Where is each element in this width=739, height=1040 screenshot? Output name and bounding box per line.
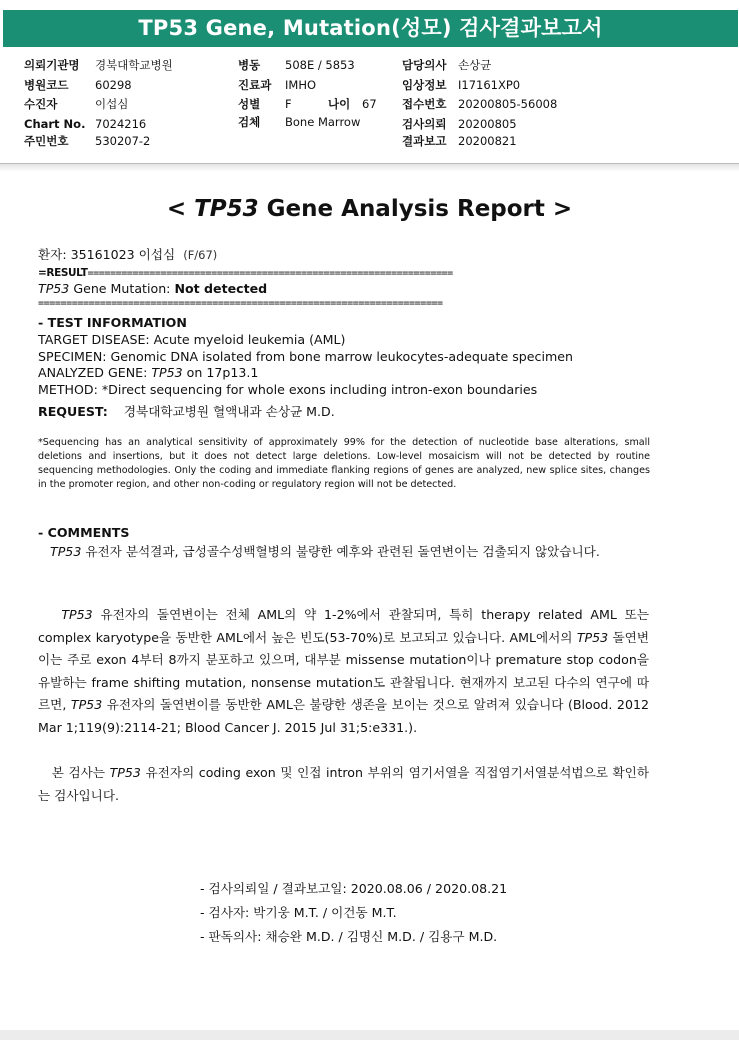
sex-value: F [285,97,292,111]
specimen-label: 검체 [238,115,261,129]
request-date-value: 20200805 [458,117,517,131]
comment-paragraph-1: TP53 유전자 분석결과, 급성골수성백혈병의 불량한 예후와 관련된 돌연변이는 검출되지 않았습니다. [50,544,600,559]
clinical-info-label: 임상정보 [402,78,447,92]
receipt-no-value: 20200805-56008 [458,97,558,111]
request-date-label: 검사의뢰 [402,117,447,131]
analyzed-gene: ANALYZED GENE: TP53 on 17p13.1 [38,365,259,380]
physician-label: 담당의사 [402,58,447,72]
patient-info-block [0,56,739,156]
full-rule: ======================================================================== [38,298,443,309]
specimen-value: Bone Marrow [285,115,361,129]
sex-label: 성별 [238,97,261,111]
readers-line: - 판독의사: 채승완 M.D. / 김명신 M.D. / 김용구 M.D. [200,929,498,944]
report-title-banner: TP53 Gene, Mutation(성모) 검사결과보고서 [3,10,738,47]
test-info-heading: - TEST INFORMATION [38,315,187,330]
target-disease: TARGET DISEASE: Acute myeloid leukemia (AML) [38,332,346,347]
chart-no-label: Chart No. [24,117,86,131]
department-label: 진료과 [238,78,272,92]
analysis-report-title: < TP53 Gene Analysis Report > [166,196,573,222]
comment-paragraph-3: 본 검사는 TP53 유전자의 coding exon 및 인접 intron 부위의 염기서열을 직접염기서열분석법으로 확인하는 검사입니다. [38,765,649,803]
age-value: 67 [362,97,377,111]
age-label: 나이 [328,97,351,111]
clinical-info-value: I17161XP0 [458,78,521,92]
method-line: METHOD: *Direct sequencing for whole exons including intron-exon boundaries [38,382,538,397]
hospital-code-value: 60298 [95,78,132,92]
patient-name-label: 수진자 [24,97,58,111]
department-value: IMHO [285,78,317,92]
physician-value: 손상균 [458,58,492,72]
report-date-label: 결과보고 [402,134,447,148]
hospital-code-label: 병원코드 [24,78,69,92]
comments-heading: - COMMENTS [38,525,130,540]
patient-line: 환자: 35161023 이섭심 (F/67) [38,247,218,262]
report-date-value: 20200821 [458,134,517,148]
request-line: REQUEST: 경북대학교병원 혈액내과 손상균 M.D. [38,404,335,419]
receipt-no-label: 접수번호 [402,97,447,111]
comment-paragraph-2: TP53 유전자의 돌연변이는 전체 AML의 약 1-2%에서 관찰되며, 특히 therapy related AML 또는 complex karyotype을 동반한 AML에서 높은 빈도(53-70%)로 보고되고 있습니다. AML에서의 TP53 돌연변이는 주로 exon 4부터 8까지 분포하고 있으며, 대부분 missense mutation이나 premature stop codon을 유발하는 frame shifting mutation, nonsense mutation도 관찰됩니다. 현재까지 보고된 다수의 연구에 따르면, TP53 유전자의 돌연변이를 동반한 AML은 불량한 생존을 보이는 것으로 알려져 있습니다 (Blood. 2012 Mar 1;119(9):2114-21; Blood Cancer J. 2015 Jul 31;5:e331.). [38,607,649,735]
mutation-result: TP53 Gene Mutation: Not detected [38,281,268,296]
ward-label: 병동 [238,58,261,72]
result-rule: =RESULT================================================================= [38,267,453,279]
hospital-label: 의뢰기관명 [24,58,80,72]
hospital-value: 경북대학교병원 [95,58,173,72]
chart-no-value: 7024216 [95,117,147,131]
resident-no-value: 530207-2 [95,134,151,148]
specimen-line: SPECIMEN: Genomic DNA isolated from bone marrow leukocytes-adequate specimen [38,349,573,364]
ward-value: 508E / 5853 [285,58,355,72]
testers-line: - 검사자: 박기웅 M.T. / 이건동 M.T. [200,905,397,920]
patient-name-value: 이섭심 [95,97,129,111]
bottom-strip [0,1030,739,1040]
dates-line: - 검사의뢰일 / 결과보고일: 2020.08.06 / 2020.08.21 [200,881,508,896]
header-shadow [0,164,739,172]
sensitivity-footnote: *Sequencing has an analytical sensitivity of approximately 99% for the detection of nucleotide base alterations, small deletions and insertions, but it does not detect large deletions. Low-level mosaicism will not be detected by routine sequencing methodologies. Only the coding and immediate flanking regions of genes are analyzed, new splice sites, changes in the promoter region, and other non-coding or regulatory region will not be detected. [38,437,650,490]
resident-no-label: 주민번호 [24,134,69,148]
